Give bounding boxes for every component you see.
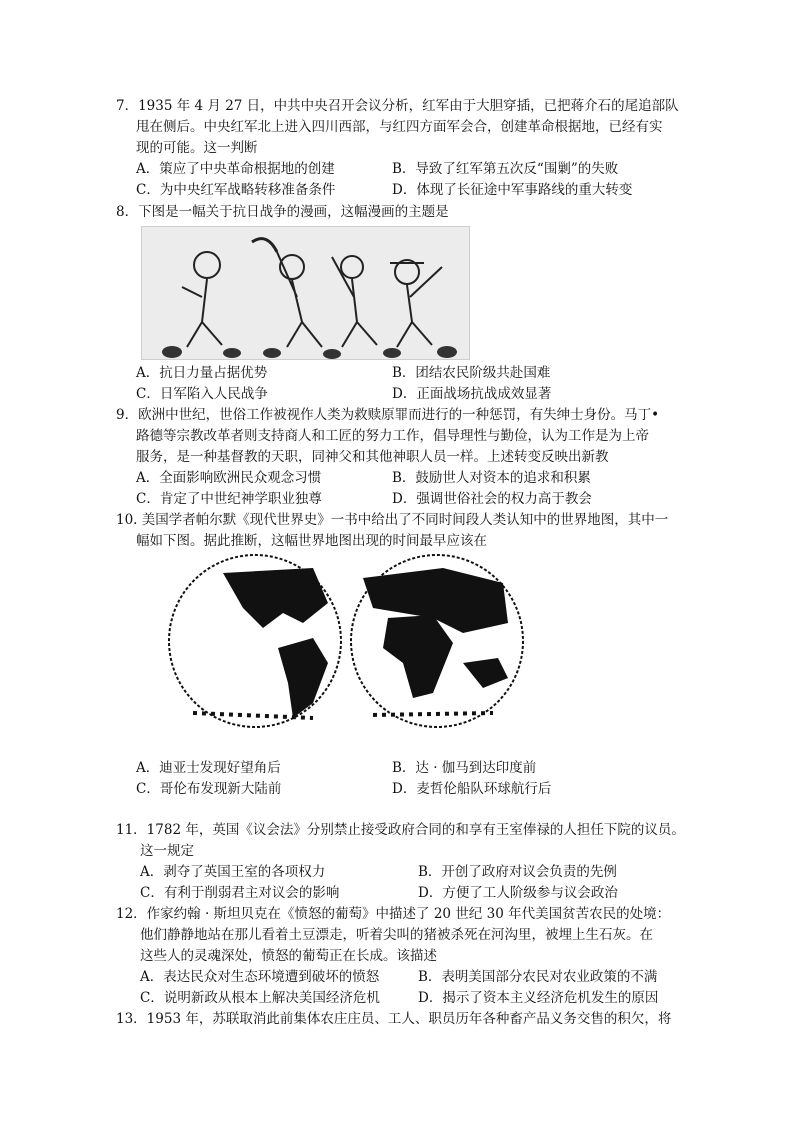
q9-line-2: 路德等宗教改革者则支持商人和工匠的努力工作，倡导理性与勤俭，认为工作是为上帝 [136, 428, 649, 444]
cartoon-image [141, 226, 470, 360]
q9-option-c: C．肯定了中世纪神学职业独尊 [136, 491, 322, 507]
q7-option-b: B．导致了红军第五次反“围剿”的失败 [392, 161, 619, 177]
q11-line-1: 11．1782 年，英国《议会法》分别禁止接受政府合同的和享有王室俸禄的人担任下院的议员。 [116, 822, 685, 838]
q8-option-b: B．团结农民阶级共赴国难 [392, 365, 551, 381]
q7-option-c: C．为中央红军战略转移准备条件 [136, 182, 336, 198]
q12-line-1: 12．作家约翰 · 斯坦贝克在《愤怒的葡萄》中描述了 20 世纪 30 年代美国贫苦农民的处境： [116, 906, 671, 922]
q11-option-b: B．开创了政府对议会负责的先例 [418, 864, 617, 880]
q10-option-c: C．哥伦布发现新大陆前 [136, 781, 282, 797]
q10-line-2: 幅如下图。据此推断，这幅世界地图出现的时间最早应该在 [136, 533, 487, 549]
q8-line-1: 8．下图是一幅关于抗日战争的漫画，这幅漫画的主题是 [116, 204, 449, 220]
q13-line-1: 13．1953 年，苏联取消此前集体农庄庄员、工人、职员历年各种畜产品义务交售的积欠，将 [116, 1011, 672, 1027]
q10-option-b: B．达 · 伽马到达印度前 [392, 760, 537, 776]
q9-option-a: A．全面影响欧洲民众观念习惯 [136, 470, 322, 486]
q10-option-a: A．迪亚士发现好望角后 [136, 760, 281, 776]
q8-option-a: A．抗日力量占据优势 [136, 365, 268, 381]
q7-line-2: 甩在侧后。中央红军北上进入四川西部，与红四方面军会合，创建革命根据地，已经有实 [136, 119, 663, 135]
q7-option-d: D．体现了长征途中军事路线的重大转变 [392, 182, 633, 198]
q8-option-c: C．日军陷入人民战争 [136, 386, 268, 402]
q9-line-3: 服务，是一种基督教的天职，同神父和其他神职人员一样。上述转变反映出新教 [136, 449, 609, 465]
world-map-image [163, 553, 527, 729]
q12-option-a: A．表达民众对生态环境遭到破坏的愤怒 [140, 969, 380, 985]
q12-line-2: 他们静静地站在那儿看着土豆漂走，听着尖叫的猪被杀死在河沟里，被埋上生石灰。在 [140, 927, 653, 943]
q7-line-3: 现的可能。这一判断 [136, 140, 258, 156]
q10-line-1: 10. 美国学者帕尔默《现代世界史》一书中给出了不同时间段人类认知中的世界地图，其中一 [116, 512, 669, 528]
q11-option-c: C．有利于削弱君主对议会的影响 [140, 885, 340, 901]
q8-option-d: D．正面战场抗战成效显著 [392, 386, 552, 402]
q9-option-d: D．强调世俗社会的权力高于教会 [392, 491, 592, 507]
q10-option-d: D．麦哲伦船队环球航行后 [392, 781, 552, 797]
q12-option-b: B．表明美国部分农民对农业政策的不满 [418, 969, 658, 985]
q11-line-2: 这一规定 [140, 843, 194, 859]
q12-option-c: C．说明新政从根本上解决美国经济危机 [140, 990, 380, 1006]
q11-option-a: A．剥夺了英国王室的各项权力 [140, 864, 326, 880]
q12-option-d: D．揭示了资本主义经济危机发生的原因 [418, 990, 659, 1006]
q9-option-b: B．鼓励世人对资本的追求和积累 [392, 470, 591, 486]
q12-line-3: 这些人的灵魂深处，愤怒的葡萄正在长成。该描述 [140, 948, 437, 964]
q11-option-d: D．方便了工人阶级参与议会政治 [418, 885, 618, 901]
q7-line-1: 7．1935 年 4 月 27 日，中共中央召开会议分析，红军由于大胆穿插，已把蒋介石的尾追部队 [116, 98, 679, 114]
q7-option-a: A．策应了中央革命根据地的创建 [136, 161, 335, 177]
q9-line-1: 9．欧洲中世纪，世俗工作被视作人类为救赎原罪而进行的一种惩罚，有失绅士身份。马丁• [116, 407, 660, 423]
